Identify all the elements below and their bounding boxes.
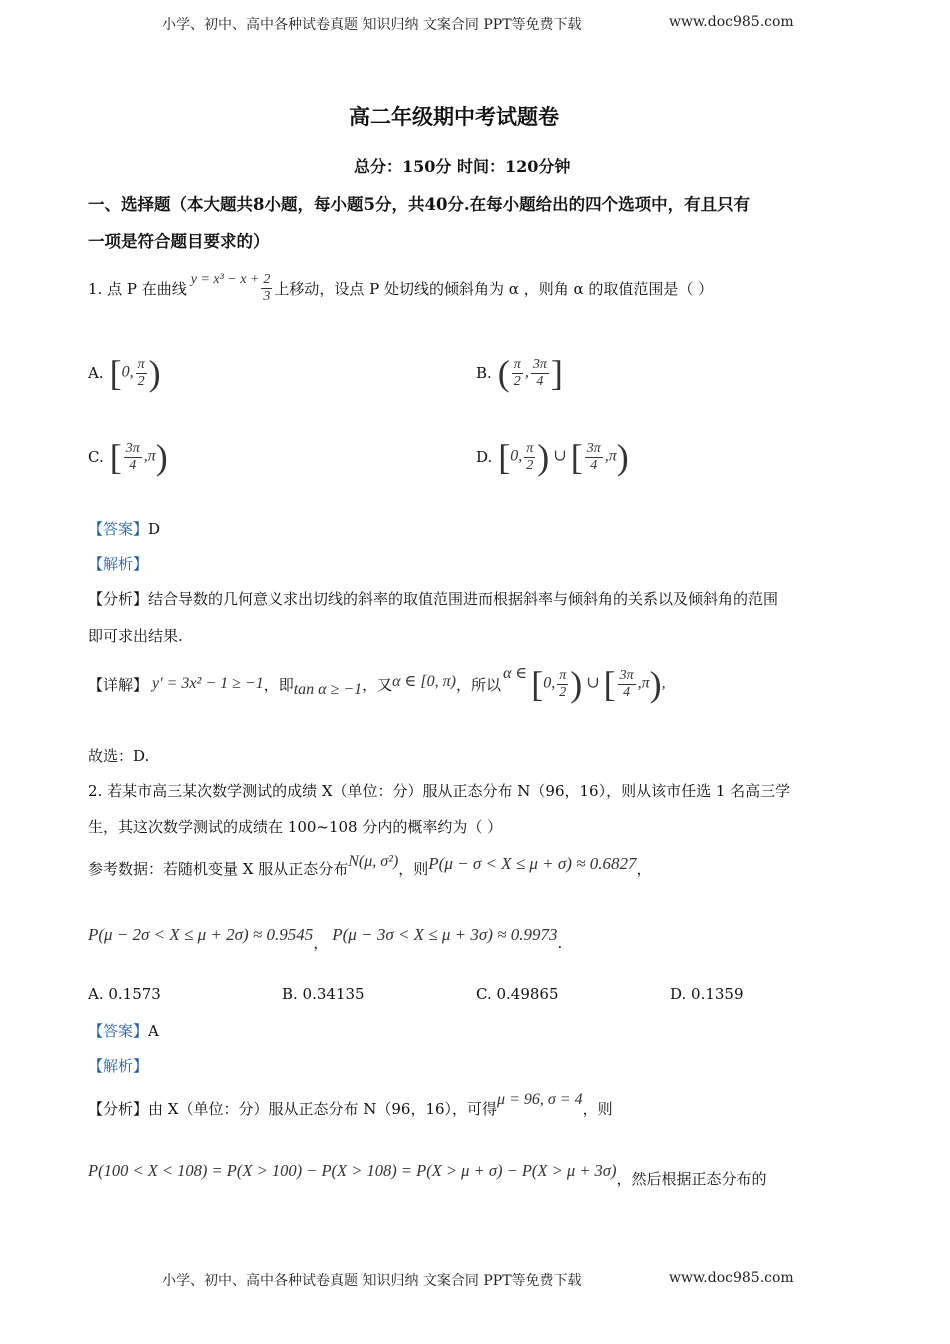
q1-suffix: 上移动，设点 P 处切线的倾斜角为 α ，则角 α 的取值范围是（ ） [274,279,714,298]
footer-website[interactable]: www.doc985.com [669,1270,794,1286]
q1-analysis-tag: 【解析】 [88,555,149,573]
q2-fenxi-math: μ = 96, σ = 4 [497,1091,583,1108]
q2-fenxi-t2: ，则 [582,1099,613,1118]
q1-detail-math3: α ∈ [0, π) [392,673,456,690]
q1-answer-tag: 【答案】 [88,520,149,538]
q2-answer-tag: 【答案】 [88,1022,149,1040]
q2-ref-t1: ，则 [398,859,429,878]
q2-ref-math2: P(μ − σ < X ≤ μ + σ) ≈ 0.6827 [428,854,637,873]
q1-curve-frac [261,272,272,305]
q1-detail-math1: y′ = 3x² − 1 ≥ −1 [152,675,264,692]
q2-answer [88,1020,159,1041]
question-1-stem [88,268,713,308]
q1-option-d-math: [0, $\frac{\pi}{2}$ ) ∪ [ $\frac{3\pi}{4}$ ,π) [498,437,629,477]
q2-fenxi [88,1090,613,1126]
q1-fenxi-text1: 结合导数的几何意义求出切线的斜率的取值范围进而根据斜率与倾斜角的关系以及倾斜角的范围 [148,590,779,608]
q2-analysis-tag: 【解析】 [88,1057,149,1075]
q1-curve: y = x³ − x + [190,272,260,287]
q1-option-c[interactable] [88,432,168,482]
q2-stem-line1: 2. 若某市高三某次数学测试的成绩 X（单位：分）服从正态分布 N（96，16），则从该市任选 1 名高三学 [88,782,791,800]
q2-reference-line1: 参考数据：若随机变量 X 服从正态分布 N(μ, σ²) ，则 P(μ − σ < X ≤ μ + σ) ≈ 0.6827 ， [88,853,652,878]
q1-frac-den: 3 [263,288,271,304]
q2-option-c[interactable]: C. 0.49865 [476,985,559,1003]
page-subtitle: 总分：150分 时间：120分钟 [354,157,571,176]
q2-formula-line [88,1160,767,1188]
q2-answer-value: A [148,1022,159,1040]
q1-detail-tag: 【详解】 [88,675,149,694]
q1-option-a-label: A. [88,364,104,382]
page-title: 高二年级期中考试题卷 [349,104,559,129]
q1-detail-t1: ，即 [263,675,294,694]
q2-ref-math1: N(μ, σ²) [348,853,399,870]
footer-left-text: 小学、初中、高中各种试卷真题 知识归纳 文案合同 PPT等免费下载 [162,1273,582,1289]
q2-fenxi-tag: 【分析】 [88,1099,149,1118]
q2-option-b[interactable]: B. 0.34135 [282,985,365,1003]
q1-prefix: 1. 点 P 在曲线 [88,279,187,298]
q2-stem-line2: 生，其这次数学测试的成绩在 100~108 分内的概率约为（ ） [88,818,503,836]
q2-formula: P(100 < X < 108) = P(X > 100) − P(X > 108) = P(X > μ + σ) − P(X > μ + 3σ) [88,1161,617,1180]
header-website[interactable]: www.doc985.com [669,14,794,30]
q1-detail-t2: ，又 [362,675,393,694]
q1-answer [88,518,160,539]
q1-detail [88,658,666,710]
q2-ref-math3: P(μ − 2σ < X ≤ μ + 2σ) ≈ 0.9545 [88,924,314,944]
q1-option-b-math: ( $\frac{\pi}{2}$ , $\frac{3\pi}{4}$ ] [497,353,563,393]
q1-option-b[interactable] [476,348,563,398]
q1-option-a-math: [0, $\frac{\pi}{2}$ ) [109,353,161,393]
q1-option-d[interactable] [476,432,629,482]
header-left-text: 小学、初中、高中各种试卷真题 知识归纳 文案合同 PPT等免费下载 [162,17,582,33]
q1-frac-num: 2 [263,271,271,287]
q1-detail-math2: tan α ≥ −1 [293,681,363,698]
q1-fenxi-line2: 即可求出结果. [88,627,183,645]
q1-option-d-label: D. [476,448,493,466]
q1-conclusion: 故选：D. [88,747,150,765]
q2-option-a[interactable]: A. 0.1573 [88,985,161,1003]
q2-ref-prefix: 参考数据：若随机变量 X 服从正态分布 [88,859,349,878]
q1-detail-range: α ∈ [0, $\frac{\pi}{2}$ ) ∪ [ $\frac{3\pi}{4}$ ,π), [502,664,666,704]
q1-detail-t3: ，所以 [455,675,501,694]
q2-formula-tail: ，然后根据正态分布的 [616,1170,767,1188]
q1-option-b-label: B. [476,364,492,382]
q1-answer-value: D [148,520,161,538]
q2-ref-math4: P(μ − 3σ < X ≤ μ + 3σ) ≈ 0.9973 [332,924,558,944]
section-heading-line2: 一项是符合题目要求的） [88,232,270,251]
q2-option-d[interactable]: D. 0.1359 [670,985,744,1003]
q1-option-c-label: C. [88,448,104,466]
q1-fenxi-tag: 【分析】 [88,590,149,608]
q1-option-c-math: [ $\frac{3\pi}{4}$ ,π) [109,437,168,477]
section-heading-line1: 一、选择题（本大题共8小题，每小题5分，共40分.在每小题给出的四个选项中，有且只有 [88,195,751,214]
q1-option-a[interactable] [88,348,161,398]
q2-reference-line2: P(μ − 2σ < X ≤ μ + 2σ) ≈ 0.9545 ， P(μ − 3σ < X ≤ μ + 3σ) ≈ 0.9973 . [88,924,563,952]
q1-fenxi-line1 [88,588,778,609]
q2-fenxi-text: 由 X（单位：分）服从正态分布 N（96，16），可得 [148,1099,498,1118]
